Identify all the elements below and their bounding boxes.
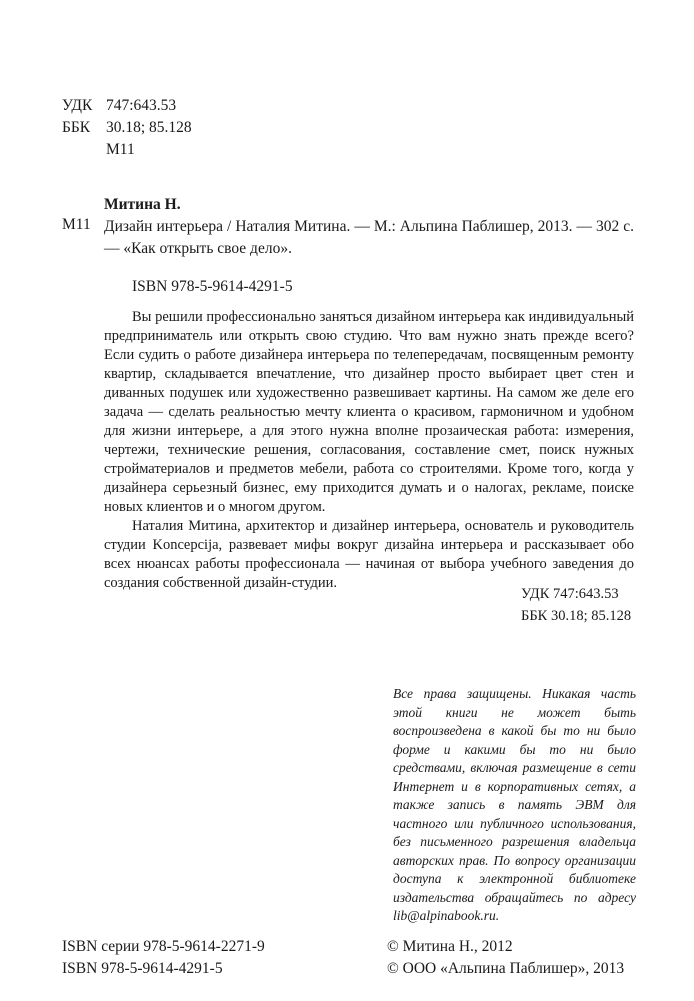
author-mark: М11 bbox=[106, 141, 135, 158]
author-name: Митина Н. bbox=[104, 196, 181, 213]
bibliography-author-mark: М11 bbox=[62, 216, 91, 233]
udk-code: УДК 747:643.53 bbox=[521, 586, 619, 602]
copyright-block bbox=[387, 936, 624, 980]
bbk-row bbox=[62, 117, 192, 139]
classification-codes bbox=[62, 95, 192, 161]
bibliographic-entry: Дизайн интерьера / Наталия Митина. — М.: Альпина Паблишер, 2013. — 302 с. — «Как открыть свое дело». bbox=[104, 218, 634, 257]
abstract-paragraph: Вы решили профессионально заняться дизайном интерьера как индивидуальный предприниматель или открыть свою студию. Что вам нужно знать прежде всего? Если судить о работе дизайнера интерьера по телепередачам, посвященным ремонту квартир, складывается впечатление, что дизайнер просто выбирает цвет стен и диванных подушек или художественно развешивает картины. На самом же деле его задача — сделать реальностью мечту клиента о красивом, гармоничном и удобном для жизни интерьере, а для этого нужна вполне прозаическая работа: измерения, чертежи, технические решения, согласования, составление смет, поиск нужных стройматериалов и предметов мебели, работа со строителями. Кроме того, когда у дизайнера серьезный бизнес, ему приходится думать и о налогах, рекламе, поиске новых клиентов и о многом другом. bbox=[104, 309, 634, 515]
classification-codes-right bbox=[521, 583, 631, 627]
abstract-paragraph: Наталия Митина, архитектор и дизайнер интерьера, основатель и руководитель студии Koncepcija, развевает мифы вокруг дизайна интерьера и рассказывает обо всех нюансах работы профессионала — начиная от выбора учебного заведения до создания собственной дизайн-студии. bbox=[104, 518, 634, 591]
copyright-author: © Митина Н., 2012 bbox=[387, 938, 513, 955]
copyright-publisher: © ООО «Альпина Паблишер», 2013 bbox=[387, 960, 625, 977]
bbk-code: ББК 30.18; 85.128 bbox=[521, 608, 632, 624]
abstract bbox=[104, 308, 634, 593]
udk-value: 747:643.53 bbox=[106, 97, 177, 114]
isbn-block bbox=[62, 936, 265, 980]
author-mark-row bbox=[62, 139, 192, 161]
bbk-value: 30.18; 85.128 bbox=[106, 119, 192, 136]
isbn-book: ISBN 978-5-9614-4291-5 bbox=[62, 960, 223, 977]
bbk-label: ББК bbox=[62, 119, 91, 136]
udk-row bbox=[62, 95, 192, 117]
isbn-series: ISBN серии 978-5-9614-2271-9 bbox=[62, 938, 265, 955]
book-isbn: ISBN 978-5-9614-4291-5 bbox=[132, 278, 293, 295]
rights-notice: Все права защищены. Никакая часть этой книги не может быть воспроизведена в какой бы то ни было форме и какими бы то ни было средствами, включая размещение в сети Интернет и в корпоративных сетях, а также запись в память ЭВМ для частного или публичного использования, без письменного разрешения владельца авторских прав. По вопросу организации доступа к электронной библиотеке издательства обращайтесь по адресу lib@alpinabook.ru. bbox=[393, 686, 636, 923]
udk-label: УДК bbox=[62, 97, 93, 114]
